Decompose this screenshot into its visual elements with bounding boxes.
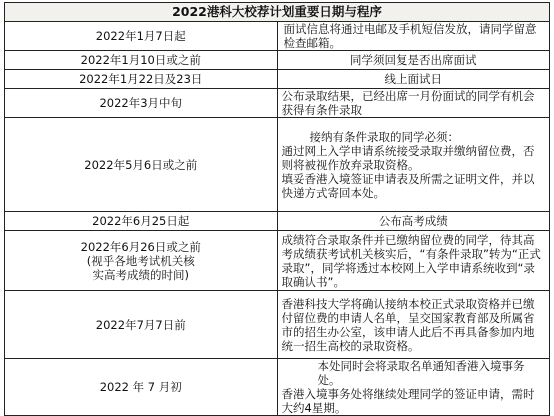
row-content: [277, 22, 550, 51]
row-content: [277, 291, 550, 359]
row-content-line: 面试信息将通过电邮及手机短信发放，请同学留意检查邮箱。: [283, 22, 537, 50]
row-content-line: 香港科技大学将确认接纳本校正式录取资格并已缴付留位费的申请人名单，呈交国家教育部及所属省市的招生办公室，该申请人此后不再具备参加内地统一招生高校的录取资格。: [281, 296, 535, 353]
schedule-document: [4, 2, 550, 415]
table-row: [5, 51, 550, 70]
row-content-line: 公布录取结果，已经出席一月份面试的同学有机会获得有条件录取: [281, 89, 535, 117]
row-content-line: 接纳有条件录取的同学必须：: [309, 129, 459, 144]
row-content: [277, 118, 550, 212]
table-row: [5, 359, 550, 416]
row-content-line: 香港入境事务处将继续处理同学的签证申请，需时大约4星期。: [281, 387, 535, 415]
row-date-line: 2022年6月26日或之前: [80, 239, 201, 254]
row-date: [5, 231, 278, 291]
row-date: 2022年1月10日或之前: [5, 51, 278, 70]
row-date-line: (视乎各地考试机关核: [86, 253, 195, 268]
row-content-line: 线上面试日: [384, 72, 442, 86]
schedule-table: [4, 2, 550, 416]
row-content: [277, 359, 550, 416]
table-header-row: [5, 3, 550, 22]
table-row: [5, 118, 550, 212]
row-content-line: 通过网上入学申请系统接受录取并缴纳留位费，否则将被视作放弃录取资格。: [281, 143, 535, 172]
row-content: [277, 212, 550, 231]
row-content: [277, 51, 550, 70]
row-content: [277, 231, 550, 291]
row-date: 2022年1月22日及23日: [5, 70, 278, 89]
table-row: [5, 291, 550, 359]
row-date: 2022年7月7日前: [5, 291, 278, 359]
row-content-line: 公布高考成绩: [378, 214, 448, 228]
row-date: 2022年5月6日或之前: [5, 118, 278, 212]
table-row: [5, 70, 550, 89]
table-title: 2022港科大校荐计划重要日期与程序: [5, 3, 550, 22]
row-date: 2022年1月7日起: [5, 22, 278, 51]
row-date: 2022年3月中旬: [5, 89, 278, 118]
row-date: 2022 年 7 月初: [5, 359, 278, 416]
row-content: [277, 70, 550, 89]
row-date: 2022年6月25日起: [5, 212, 278, 231]
row-content-line: 填妥香港入境签证申请表及所需之证明文件，并以快递方式寄回本处。: [281, 171, 535, 200]
row-content-line: 本处同时会将录取名单通知香港入境事务处。: [317, 359, 525, 387]
table-row: [5, 89, 550, 118]
table-row: [5, 22, 550, 51]
row-content: [277, 89, 550, 118]
table-row: [5, 212, 550, 231]
row-date-line: 实高考成绩的时间): [92, 267, 189, 282]
table-row: [5, 231, 550, 291]
row-content-line: 成绩符合录取条件并已缴纳留位费的同学，待其高考成绩获考试机关核实后，“有条件录取”转为“正式录取”，同学将透过本校网上入学申请系统收到“录取确认书”。: [281, 232, 541, 289]
row-content-line: 同学须回复是否出席面试: [350, 53, 477, 67]
